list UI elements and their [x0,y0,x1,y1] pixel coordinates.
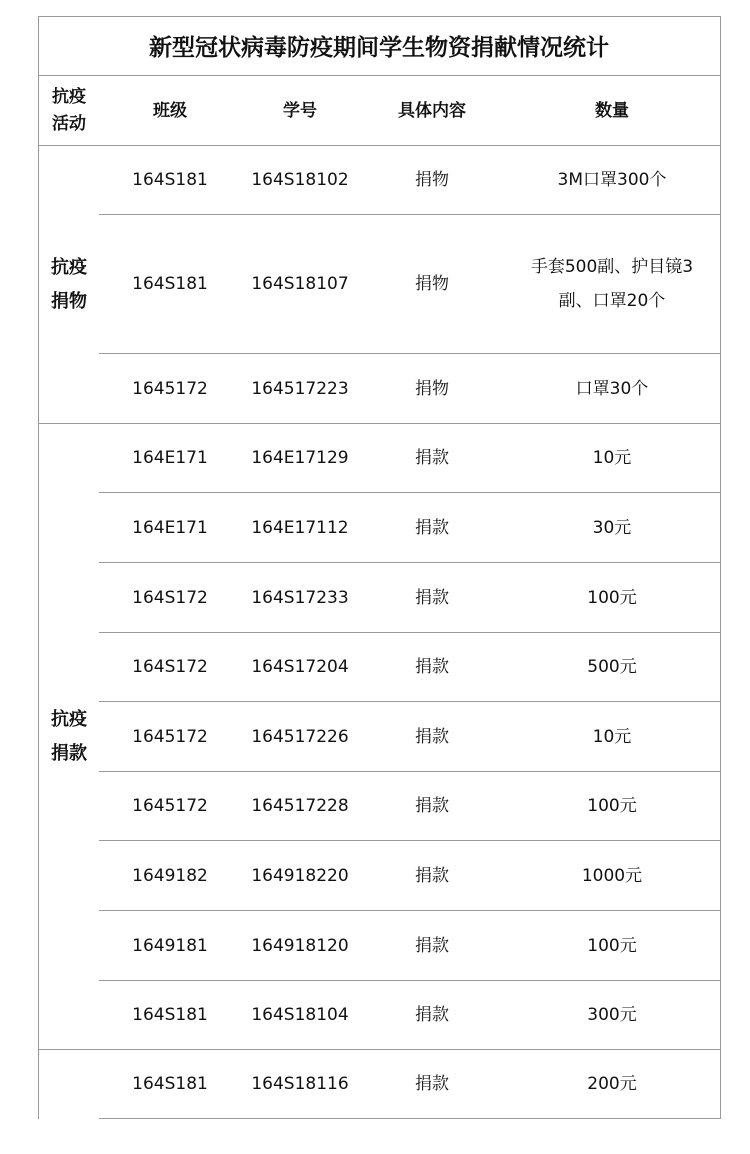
group-label-money [39,424,99,1049]
cell-quantity: 10元 [592,448,632,468]
cell-student-id: 164918120 [251,935,349,956]
cell-student-id: 164S18102 [251,170,349,190]
cell-class: 164S181 [132,1074,208,1094]
cell-class: 164S172 [132,657,208,677]
cell-quantity: 3M口罩300个 [557,170,667,190]
cell-class: 164S181 [132,1005,208,1025]
cell-content: 捐款 [415,657,449,677]
cell-student-id: 164517223 [251,378,349,399]
cell-content: 捐款 [415,448,449,468]
header-activity [39,76,99,145]
table-title: 新型冠状病毒防疫期间学生物资捐献情况统计 [149,34,609,61]
cell-content: 捐物 [415,274,449,294]
cell-class: 164S181 [132,170,208,190]
header-activity-line1: 抗疫 [52,86,86,107]
cell-content: 捐款 [415,865,449,886]
cell-student-id: 164S18107 [251,274,349,294]
group-label-line1: 抗疫 [51,256,87,278]
header-quantity: 数量 [595,100,629,121]
cell-content: 捐款 [415,796,449,816]
cell-class: 1649182 [132,865,208,886]
cell-quantity: 10元 [592,726,632,747]
cell-content: 捐款 [415,587,449,608]
cell-quantity: 100元 [587,587,637,608]
cell-student-id: 164918220 [251,865,349,886]
cell-content: 捐物 [415,170,449,190]
cell-quantity-line2: 副、口罩20个 [558,291,666,311]
cell-class: 164S172 [132,587,208,608]
cell-quantity-line1: 手套500副、护目镜3 [530,257,694,277]
header-student-id: 学号 [283,100,317,121]
cell-quantity: 口罩30个 [575,378,649,399]
cell-class: 164S181 [132,274,208,294]
header-activity-line2: 活动 [52,113,86,134]
cell-quantity: 100元 [587,935,637,956]
cell-student-id: 164S18116 [251,1074,349,1094]
cell-class: 1649181 [132,935,208,956]
group-label-line2: 捐物 [51,290,87,312]
group-label-line1: 抗疫 [51,708,87,730]
group-label-line2: 捐款 [51,742,87,764]
cell-class: 1645172 [132,796,208,816]
cell-student-id: 164E17129 [251,448,349,468]
cell-content: 捐款 [415,935,449,956]
cell-content: 捐款 [415,1074,449,1094]
cell-class: 164E171 [132,448,208,468]
header-class: 班级 [153,100,187,121]
row-divider [99,1118,720,1119]
cell-quantity: 200元 [587,1074,637,1094]
cell-content: 捐款 [415,1005,449,1025]
header-content: 具体内容 [398,100,466,121]
cell-student-id: 164517226 [251,726,349,747]
cell-content: 捐物 [415,378,449,399]
cell-student-id: 164S17233 [251,587,349,608]
cell-class: 164E171 [132,517,208,538]
cell-content: 捐款 [415,517,449,538]
cell-student-id: 164E17112 [251,517,349,538]
cell-quantity: 500元 [587,657,637,677]
cell-student-id: 164S17204 [251,657,349,677]
group-label-goods [39,146,99,423]
cell-class: 1645172 [132,378,208,399]
cell-quantity: 100元 [587,796,637,816]
cell-quantity: 300元 [587,1005,637,1025]
cell-student-id: 164517228 [251,796,349,816]
cell-quantity: 1000元 [581,865,643,886]
cell-quantity: 30元 [592,517,632,538]
cell-student-id: 164S18104 [251,1005,349,1025]
cell-quantity [505,215,719,353]
cell-content: 捐款 [415,726,449,747]
cell-class: 1645172 [132,726,208,747]
